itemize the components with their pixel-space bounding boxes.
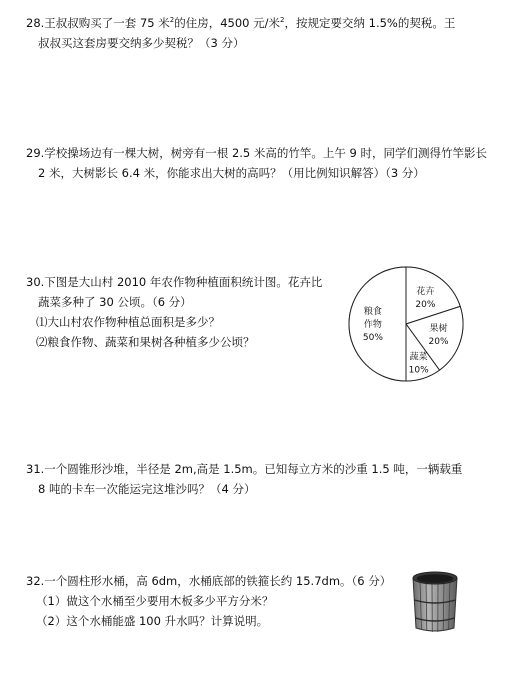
question-28 [26, 10, 496, 53]
pie-label-flowers: 花卉 20% [415, 286, 436, 310]
question-30-sub-2: ⑵粮食作物、蔬菜和果树各种植多少公顷？ [36, 335, 255, 349]
question-30-line-2: 蔬菜多种了 30 公顷。（6 分） [38, 295, 192, 309]
question-32-line-1: 32.一个圆柱形水桶，高 6dm，水桶底部的铁箍长约 15.7dm。（6 分） [26, 574, 392, 588]
question-28-line-1: 28.王叔叔购买了一套 75 米$^2$的住房，4500 元/米$^2$，按规定要交纳 1.5%的契税。王 [26, 16, 456, 30]
crop-area-pie-chart [346, 265, 466, 383]
question-32-sub-2: （2）这个水桶能盛 100 升水吗？计算说明。 [36, 614, 269, 628]
question-28-line-2: 叔叔买这套房要交纳多少契税？（3 分） [38, 36, 245, 50]
question-31 [26, 459, 496, 499]
pie-label-vegetables: 蔬菜 10% [408, 352, 429, 376]
question-29-line-2: 2 米，大树影长 6.4 米，你能求出大树的高吗？（用比例知识解答）（3 分） [38, 166, 425, 180]
question-32-sub-1: （1）做这个水桶至少要用木板多少平方分米？ [36, 594, 274, 608]
question-29-line-1: 29.学校操场边有一棵大树，树旁有一根 2.5 米高的竹竿。上午 9 时，同学们测得竹竿影长 [26, 146, 488, 160]
question-30-sub-1: ⑴大山村农作物种植总面积是多少？ [36, 315, 220, 329]
pie-label-grain-crops: 粮食作物 50% [362, 307, 383, 343]
question-31-line-1: 31.一个圆锥形沙堆，半径是 2m,高是 1.5m。已知每立方米的沙重 1.5 吨，一辆载重 [26, 462, 463, 476]
wooden-bucket-illustration [410, 570, 460, 634]
pie-label-fruit-trees: 果树 20% [428, 324, 449, 348]
question-30-line-1: 30.下图是大山村 2010 年农作物种植面积统计图。花卉比 [26, 275, 323, 289]
question-31-line-2: 8 吨的卡车一次能运完这堆沙吗？（4 分） [38, 482, 256, 496]
question-29 [26, 143, 496, 183]
